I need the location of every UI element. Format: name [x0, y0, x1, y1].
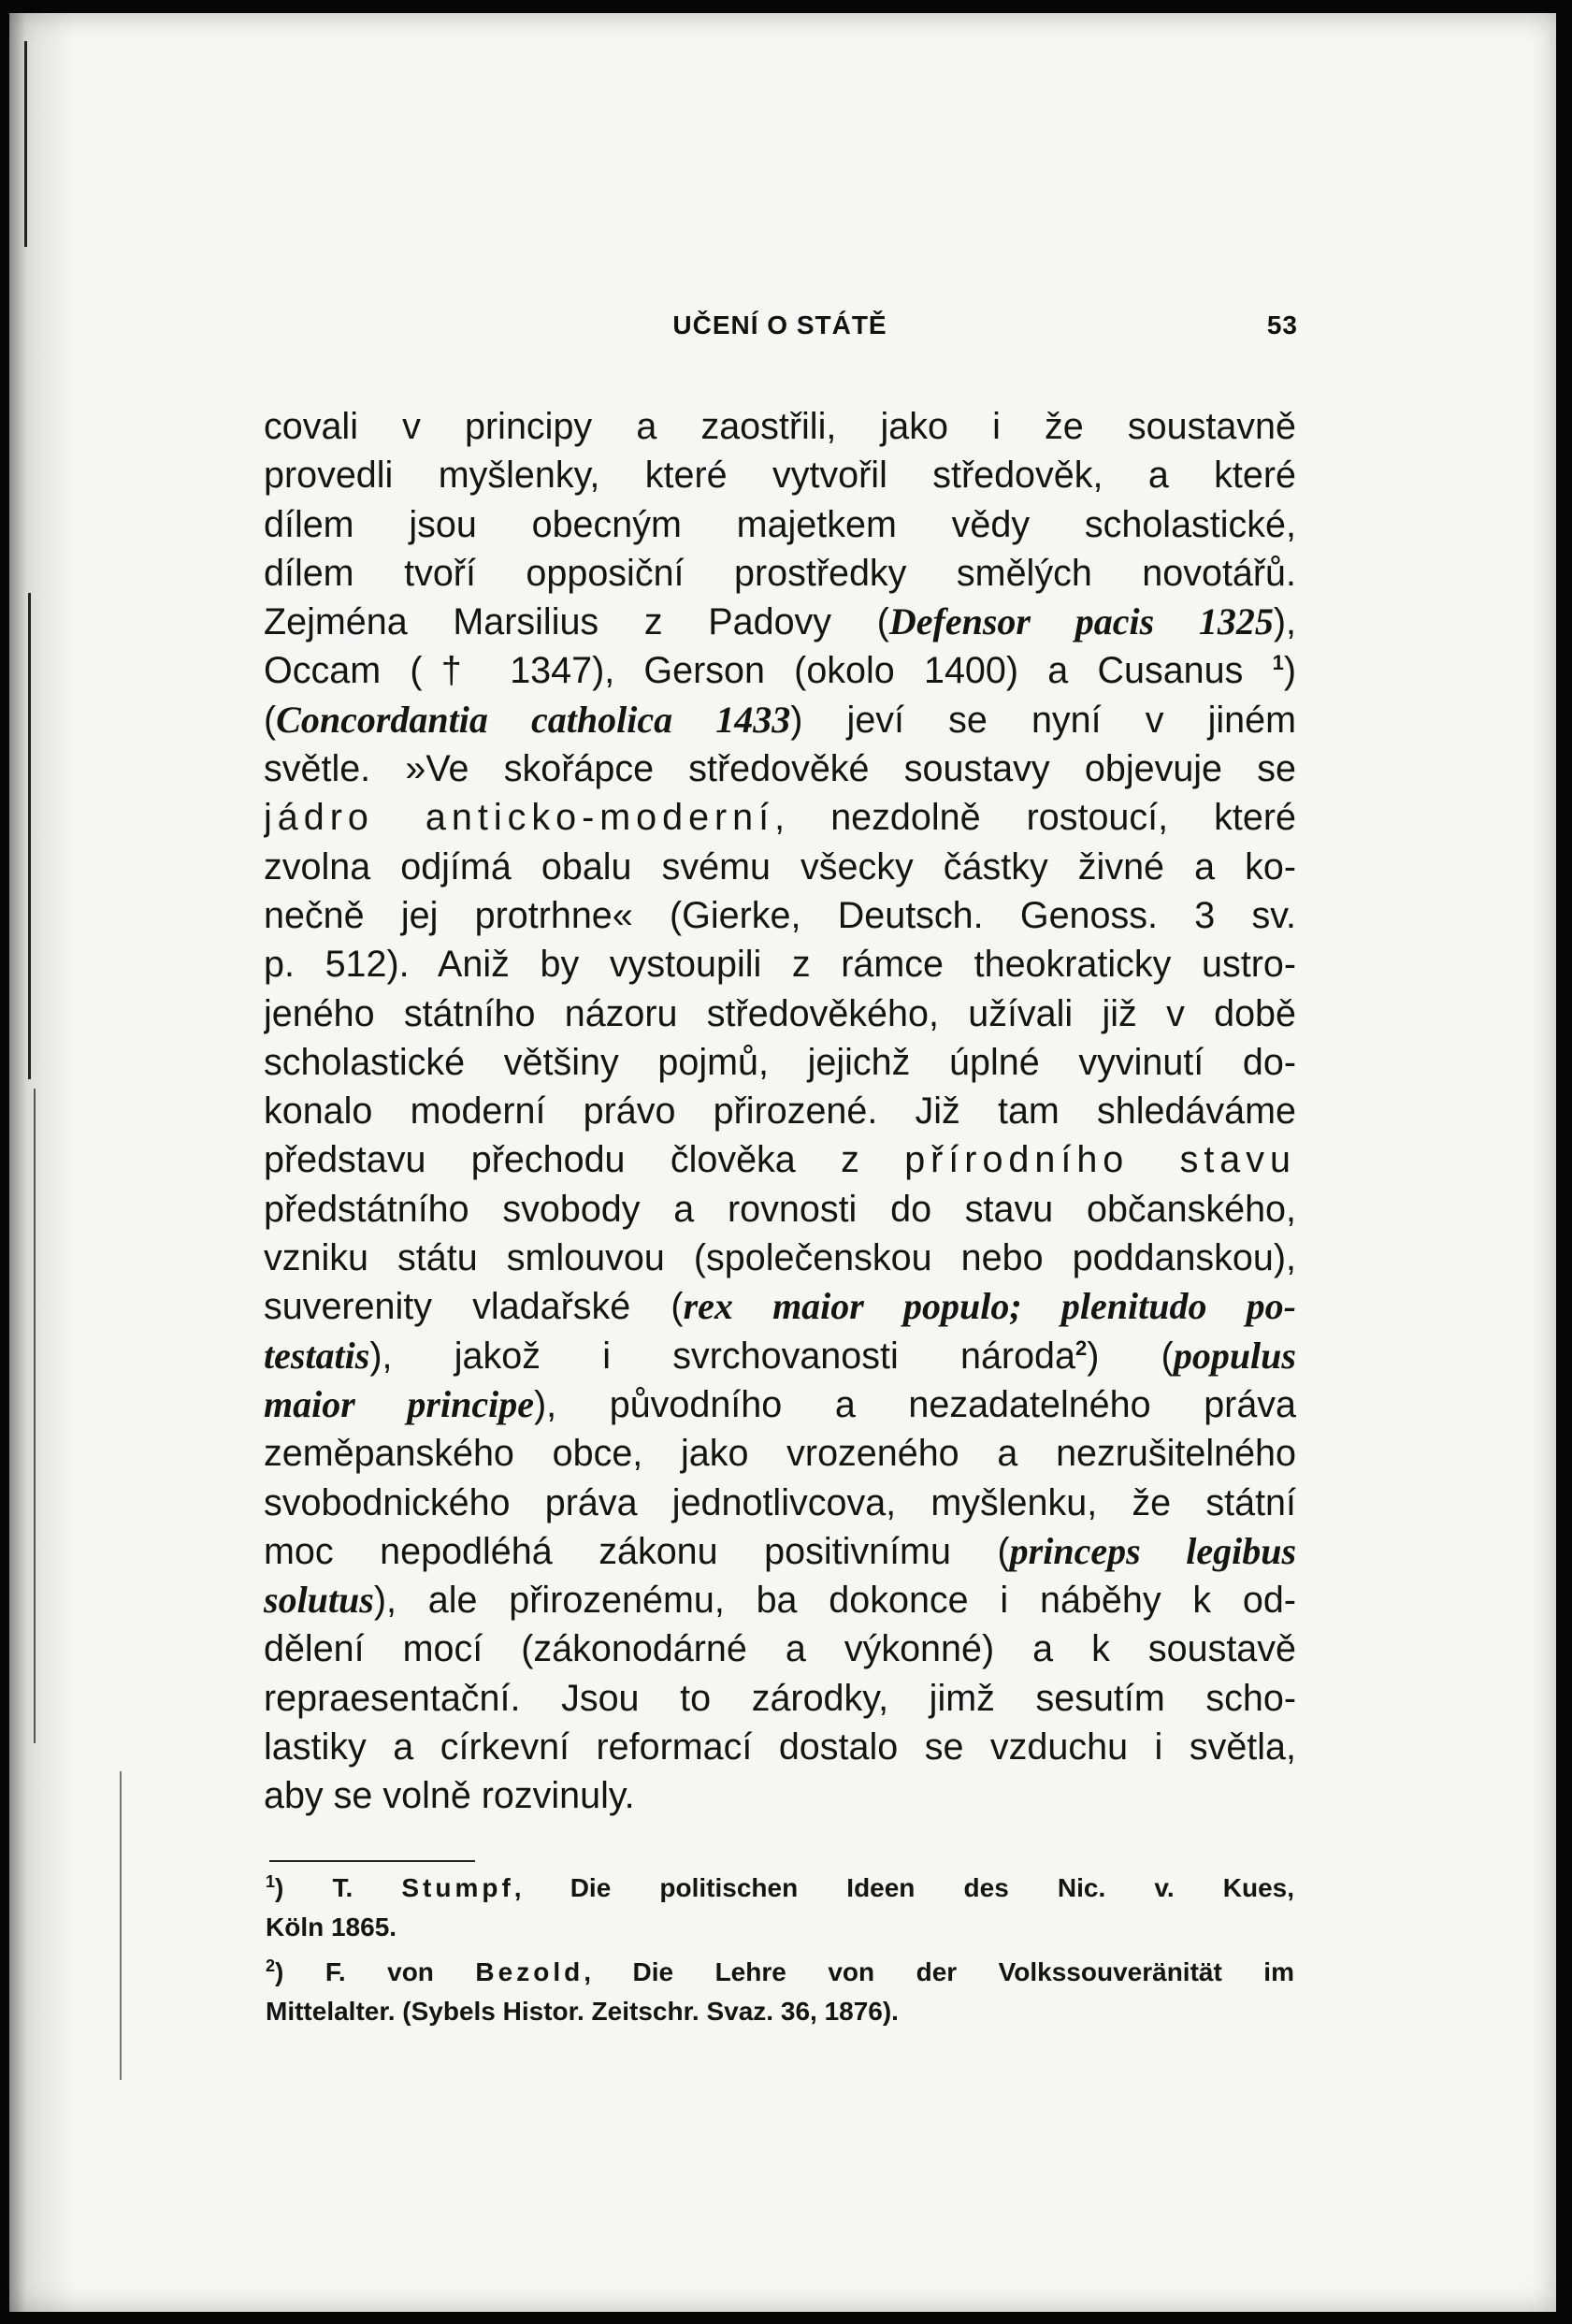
- footnote-2-cont: Mittelalter. (Sybels Histor. Zeitschr. Svaz. 36, 1876).: [266, 1997, 899, 2026]
- text-run: ): [1283, 650, 1296, 692]
- text-line: [264, 1282, 1296, 1331]
- footnote-author: Stumpf: [401, 1873, 514, 1902]
- text-run: ) T.: [275, 1873, 402, 1902]
- italic-phrase: princeps legibus: [1009, 1529, 1296, 1572]
- text-run: ), ale přirozenému, ba dokonce i náběhy k od-: [373, 1580, 1296, 1622]
- footnote-ref-1: 1: [1272, 651, 1284, 675]
- running-head: UČENÍ O STÁTĚ: [672, 310, 887, 339]
- text-line: zeměpanského obce, jako vrozeného a nezrušitelného: [264, 1433, 1296, 1475]
- text-line: [264, 646, 1296, 695]
- text-line: aby se volně rozvinuly.: [264, 1775, 635, 1817]
- footnote-mark: 2: [266, 1956, 276, 1975]
- text-line: scholastické většiny pojmů, jejichž úplné vyvinutí do-: [264, 1041, 1296, 1083]
- text-run: ), jakož i svrchovanosti národa: [369, 1335, 1075, 1377]
- text-line: jeného státního názoru středověkého, užívali již v době: [264, 992, 1296, 1034]
- text-line: [264, 598, 1296, 646]
- text-line: [264, 793, 1296, 842]
- text-line: předstátního svobody a rovnosti do stavu občanského,: [264, 1188, 1296, 1230]
- text-line: nečně jej protrhne« (Gierke, Deutsch. Genoss. 3 sv.: [264, 894, 1296, 936]
- italic-phrase: solutus: [264, 1579, 374, 1622]
- italic-title: Defensor pacis 1325: [888, 600, 1274, 643]
- footnote-author: Bezold: [475, 1957, 584, 1986]
- footnote-1-cont: Köln 1865.: [266, 1913, 397, 1941]
- text-run: představu přechodu člověka z: [264, 1139, 905, 1181]
- text-line: [264, 696, 1296, 744]
- text-run: ), původního a nezadatelného práva: [533, 1383, 1296, 1425]
- text-line: covali v principy a zaostřili, jako i že soustavně: [264, 406, 1296, 447]
- footnote-mark: 1: [266, 1872, 276, 1891]
- text-line: svobodnického práva jednotlivcova, myšlenku, že státní: [264, 1481, 1296, 1523]
- italic-phrase: maior principe: [264, 1382, 534, 1425]
- text-line: [264, 1576, 1296, 1624]
- text-run: , Die Lehre von der Volkssouveränität im: [584, 1957, 1294, 1986]
- book-page: [9, 13, 1556, 2312]
- page-number: 53: [1266, 310, 1298, 339]
- text-run: ) F. von: [275, 1957, 476, 1986]
- binding-edge-line: [28, 593, 31, 1079]
- binding-edge-line: [120, 1771, 122, 2080]
- text-run: (: [264, 699, 277, 741]
- text-run: Occam († 1347), Gerson (okolo 1400) a Cusanus: [264, 650, 1244, 692]
- page-header: [262, 310, 1298, 348]
- spaced-emphasis: přírodního stavu: [904, 1139, 1296, 1181]
- text-run: Zejména Marsilius z Padovy (: [264, 601, 889, 643]
- text-line: dělení mocí (zákonodárné a výkonné) a k soustavě: [264, 1628, 1296, 1670]
- binding-shadow: [9, 13, 75, 2312]
- text-run: , nezdolně rostoucí, které: [774, 797, 1296, 839]
- text-line: lastiky a církevní reformací dostalo se vzduchu i světla,: [264, 1726, 1296, 1768]
- text-line: dílem jsou obecným majetkem vědy scholastické,: [264, 503, 1296, 545]
- italic-phrase: populus: [1173, 1334, 1296, 1377]
- text-line: konalo moderní právo přirozené. Již tam shledáváme: [264, 1090, 1296, 1133]
- text-line: světle. »Ve skořápce středověké soustavy objevuje se: [264, 748, 1296, 790]
- text-run: , Die politischen Ideen des Nic. v. Kues,: [513, 1873, 1294, 1902]
- text-run: ) (: [1087, 1335, 1174, 1377]
- text-line: [264, 1380, 1296, 1429]
- text-line: [264, 1135, 1296, 1184]
- spaced-emphasis: jádro anticko-moderní: [264, 797, 775, 839]
- text-line: p. 512). Aniž by vystoupili z rámce theokraticky ustro-: [264, 944, 1296, 986]
- text-run: suverenity vladařské (: [264, 1286, 684, 1328]
- text-run: ) jeví se nyní v jiném: [790, 699, 1296, 741]
- footnotes: [266, 1869, 1294, 2031]
- italic-phrase: rex maior populo; plenitudo po-: [683, 1285, 1296, 1328]
- text-run: ),: [1273, 601, 1296, 643]
- text-line: provedli myšlenky, které vytvořil středověk, a které: [264, 455, 1296, 497]
- text-run: moc nepodléhá zákonu positivnímu (: [264, 1530, 1010, 1572]
- text-line: [264, 1332, 1296, 1380]
- text-line: vzniku státu smlouvou (společenskou nebo poddanskou),: [264, 1237, 1296, 1279]
- footnote-2: [266, 1953, 1294, 1992]
- footnote-rule: [269, 1860, 475, 1862]
- text-line: zvolna odjímá obalu svému všecky částky živné a ko-: [264, 845, 1296, 888]
- text-line: dílem tvoří opposiční prostředky smělých novotářů.: [264, 552, 1296, 594]
- italic-phrase: testatis: [264, 1334, 370, 1377]
- italic-title: Concordantia catholica 1433: [276, 698, 791, 741]
- text-line: repraesentační. Jsou to zárodky, jimž sesutím scho-: [264, 1677, 1296, 1719]
- binding-edge-line: [34, 1089, 36, 1743]
- footnote-1: [266, 1869, 1294, 1908]
- text-line: [264, 1527, 1296, 1576]
- binding-edge-line: [24, 41, 27, 247]
- body-text: [264, 402, 1296, 1821]
- footnote-ref-2: 2: [1074, 1335, 1088, 1360]
